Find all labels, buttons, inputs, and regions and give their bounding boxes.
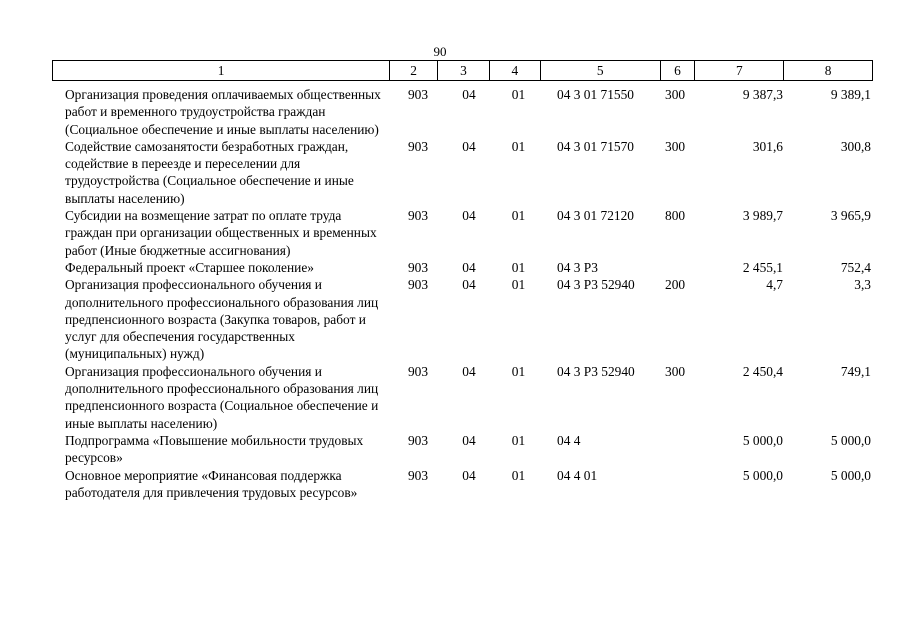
row-name: Подпрограмма «Повышение мобильности трудовых ресурсов»: [65, 432, 364, 466]
row-csr: 04 3 01 72120: [557, 208, 634, 224]
row-sum-2: 5 000,0: [830, 432, 871, 448]
row-name: Организация профессионального обучения и дополнительного профессионального образования лиц предпенсионного возраста (Закупка товаров, работ и услуг для обеспечения государственных (муниципальных) нужд): [65, 277, 379, 362]
row-vr: 300: [665, 363, 686, 379]
table-row: [52, 86, 873, 138]
table-body: [52, 86, 873, 501]
row-pr: 01: [511, 259, 526, 275]
table-row: [52, 276, 873, 362]
row-name: Основное мероприятие «Финансовая поддержка работодателя для привлечения трудовых ресурсов»: [65, 467, 358, 500]
row-sum-2: 752,4: [840, 259, 871, 275]
row-grbs: 903: [407, 259, 429, 275]
row-sum-1: 5 000,0: [742, 467, 783, 483]
row-name: Содействие самозанятости безработных граждан, содействие в переезде и переселении для трудоустройства (Социальное обеспечение и иные выплаты населению): [65, 138, 354, 206]
row-pr: 01: [511, 363, 526, 379]
row-name: Федеральный проект «Старшее поколение»: [65, 259, 314, 275]
table-row: [52, 207, 873, 259]
table-row: [52, 432, 873, 467]
table-header: [52, 60, 873, 81]
row-sum-2: 300,8: [840, 138, 871, 154]
row-sum-1: 2 450,4: [742, 363, 783, 379]
page-number: 90: [433, 44, 447, 59]
table-row: [52, 467, 873, 502]
row-name: Организация профессионального обучения и дополнительного профессионального образования лиц предпенсионного возраста (Социальное обеспечение и иные выплаты населению): [65, 363, 379, 431]
row-rz: 04: [462, 277, 476, 293]
header-col-8: 8: [824, 63, 832, 78]
header-col-1: 1: [53, 61, 390, 80]
row-rz: 04: [462, 467, 476, 483]
row-csr: 04 4: [557, 432, 581, 448]
row-pr: 01: [511, 277, 526, 293]
row-vr: 300: [665, 138, 686, 154]
row-rz: 04: [462, 87, 476, 102]
row-vr: 800: [665, 208, 686, 224]
row-rz: 04: [462, 363, 476, 379]
row-grbs: 903: [407, 363, 429, 379]
row-grbs: 903: [407, 467, 429, 483]
row-grbs: 903: [407, 87, 429, 102]
row-pr: 01: [511, 432, 526, 448]
row-grbs: 903: [407, 277, 429, 293]
row-vr: [661, 259, 696, 276]
row-vr: [661, 432, 696, 467]
row-grbs: 903: [407, 432, 429, 448]
row-sum-2: 5 000,0: [830, 467, 871, 483]
row-name: Субсидии на возмещение затрат по оплате труда граждан при организации общественных и временных работ (Иные бюджетные ассигнования): [65, 208, 377, 258]
row-csr: 04 3 P3 52940: [557, 277, 635, 293]
row-pr: 01: [511, 138, 526, 154]
row-vr: 300: [665, 87, 686, 102]
row-pr: 01: [511, 467, 526, 483]
row-sum-2: 749,1: [840, 363, 871, 379]
row-sum-2: 9 389,1: [830, 87, 871, 102]
row-rz: 04: [462, 138, 476, 154]
row-csr: 04 3 P3: [557, 259, 598, 275]
row-pr: 01: [511, 87, 526, 102]
header-col-4: 4: [490, 61, 541, 80]
row-rz: 04: [462, 208, 476, 224]
header-col-7: 7: [695, 61, 784, 80]
row-csr: 04 3 P3 52940: [557, 363, 635, 379]
row-sum-1: 301,6: [752, 138, 783, 154]
row-rz: 04: [462, 259, 476, 275]
row-pr: 01: [511, 208, 526, 224]
row-vr: 200: [665, 277, 686, 293]
row-csr: 04 3 01 71570: [557, 138, 634, 154]
row-vr: [661, 467, 696, 502]
row-sum-1: 9 387,3: [742, 87, 783, 102]
row-sum-1: 3 989,7: [742, 208, 783, 224]
header-col-2: 2: [390, 61, 438, 80]
table-row: [52, 259, 873, 276]
row-csr: 04 4 01: [557, 467, 598, 483]
row-grbs: 903: [407, 138, 429, 154]
row-grbs: 903: [407, 208, 429, 224]
table-row: [52, 363, 873, 432]
row-rz: 04: [462, 432, 476, 448]
row-sum-2: 3 965,9: [830, 208, 871, 224]
header-col-3: 3: [438, 61, 490, 80]
row-sum-1: 2 455,1: [742, 259, 783, 275]
row-name: Организация проведения оплачиваемых общественных работ и временного трудоустройства граждан (Социальное обеспечение и иные выплаты населению): [65, 87, 381, 137]
row-sum-1: 5 000,0: [742, 432, 783, 448]
header-col-5: 5: [541, 61, 661, 80]
header-col-6: 6: [661, 61, 696, 80]
row-sum-2: 3,3: [854, 277, 871, 293]
row-csr: 04 3 01 71550: [557, 87, 634, 102]
table-row: [52, 138, 873, 207]
row-sum-1: 4,7: [766, 277, 783, 293]
